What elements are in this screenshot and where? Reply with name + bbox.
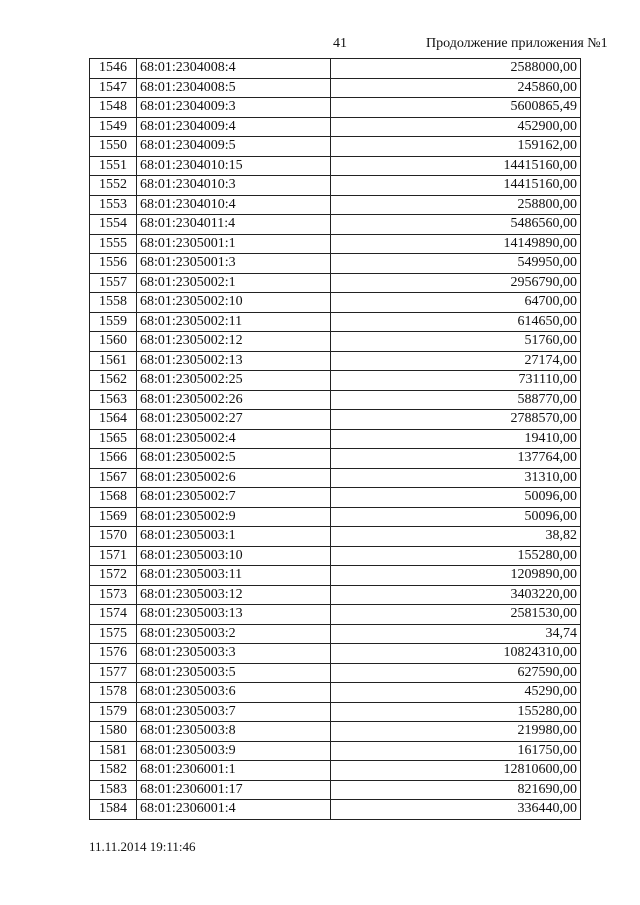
cadastral-number: 68:01:2305002:6 (137, 468, 331, 488)
row-number: 1551 (90, 156, 137, 176)
cadastral-value: 31310,00 (331, 468, 581, 488)
registry-table (89, 58, 581, 820)
table-row (90, 761, 581, 781)
row-number: 1583 (90, 780, 137, 800)
table-row (90, 195, 581, 215)
table-row (90, 702, 581, 722)
table-row (90, 351, 581, 371)
table-row (90, 468, 581, 488)
cadastral-number: 68:01:2305002:4 (137, 429, 331, 449)
row-number: 1580 (90, 722, 137, 742)
cadastral-value: 50096,00 (331, 488, 581, 508)
table-row (90, 741, 581, 761)
cadastral-number: 68:01:2305003:12 (137, 585, 331, 605)
table-row (90, 546, 581, 566)
cadastral-value: 155280,00 (331, 702, 581, 722)
row-number: 1578 (90, 683, 137, 703)
cadastral-number: 68:01:2305003:13 (137, 605, 331, 625)
row-number: 1560 (90, 332, 137, 352)
table-row (90, 800, 581, 820)
cadastral-number: 68:01:2305002:12 (137, 332, 331, 352)
cadastral-number: 68:01:2304011:4 (137, 215, 331, 235)
cadastral-number: 68:01:2304009:5 (137, 137, 331, 157)
cadastral-value: 14415160,00 (331, 156, 581, 176)
cadastral-number: 68:01:2304010:4 (137, 195, 331, 215)
cadastral-number: 68:01:2306001:17 (137, 780, 331, 800)
row-number: 1562 (90, 371, 137, 391)
cadastral-number: 68:01:2305003:1 (137, 527, 331, 547)
row-number: 1556 (90, 254, 137, 274)
cadastral-number: 68:01:2305002:26 (137, 390, 331, 410)
table-row (90, 234, 581, 254)
cadastral-value: 258800,00 (331, 195, 581, 215)
page-number: 41 (333, 36, 347, 51)
cadastral-value: 1209890,00 (331, 566, 581, 586)
row-number: 1569 (90, 507, 137, 527)
cadastral-number: 68:01:2304008:4 (137, 59, 331, 79)
row-number: 1546 (90, 59, 137, 79)
cadastral-value: 731110,00 (331, 371, 581, 391)
row-number: 1573 (90, 585, 137, 605)
cadastral-value: 821690,00 (331, 780, 581, 800)
table-row (90, 332, 581, 352)
cadastral-number: 68:01:2304009:3 (137, 98, 331, 118)
row-number: 1558 (90, 293, 137, 313)
row-number: 1570 (90, 527, 137, 547)
table-row (90, 507, 581, 527)
cadastral-value: 2956790,00 (331, 273, 581, 293)
row-number: 1555 (90, 234, 137, 254)
row-number: 1552 (90, 176, 137, 196)
table-row (90, 98, 581, 118)
table-row (90, 156, 581, 176)
row-number: 1553 (90, 195, 137, 215)
row-number: 1559 (90, 312, 137, 332)
cadastral-value: 14149890,00 (331, 234, 581, 254)
table-row (90, 215, 581, 235)
row-number: 1550 (90, 137, 137, 157)
cadastral-value: 155280,00 (331, 546, 581, 566)
cadastral-value: 219980,00 (331, 722, 581, 742)
table-row (90, 176, 581, 196)
cadastral-value: 14415160,00 (331, 176, 581, 196)
row-number: 1547 (90, 78, 137, 98)
row-number: 1548 (90, 98, 137, 118)
row-number: 1564 (90, 410, 137, 430)
table-row (90, 78, 581, 98)
row-number: 1575 (90, 624, 137, 644)
table-row (90, 780, 581, 800)
cadastral-value: 2581530,00 (331, 605, 581, 625)
cadastral-number: 68:01:2306001:4 (137, 800, 331, 820)
cadastral-value: 3403220,00 (331, 585, 581, 605)
table-row (90, 429, 581, 449)
cadastral-value: 5486560,00 (331, 215, 581, 235)
cadastral-value: 27174,00 (331, 351, 581, 371)
row-number: 1561 (90, 351, 137, 371)
row-number: 1568 (90, 488, 137, 508)
cadastral-value: 588770,00 (331, 390, 581, 410)
cadastral-value: 38,82 (331, 527, 581, 547)
row-number: 1549 (90, 117, 137, 137)
registry-body (90, 59, 581, 820)
cadastral-value: 12810600,00 (331, 761, 581, 781)
table-row (90, 644, 581, 664)
cadastral-number: 68:01:2304008:5 (137, 78, 331, 98)
cadastral-number: 68:01:2305003:7 (137, 702, 331, 722)
cadastral-number: 68:01:2305003:6 (137, 683, 331, 703)
cadastral-number: 68:01:2304009:4 (137, 117, 331, 137)
cadastral-number: 68:01:2305002:1 (137, 273, 331, 293)
table-row (90, 137, 581, 157)
cadastral-number: 68:01:2305002:7 (137, 488, 331, 508)
row-number: 1557 (90, 273, 137, 293)
row-number: 1554 (90, 215, 137, 235)
row-number: 1584 (90, 800, 137, 820)
cadastral-value: 627590,00 (331, 663, 581, 683)
cadastral-number: 68:01:2304010:15 (137, 156, 331, 176)
cadastral-number: 68:01:2304010:3 (137, 176, 331, 196)
cadastral-number: 68:01:2305002:5 (137, 449, 331, 469)
cadastral-number: 68:01:2305002:25 (137, 371, 331, 391)
table-row (90, 390, 581, 410)
cadastral-number: 68:01:2306001:1 (137, 761, 331, 781)
table-row (90, 663, 581, 683)
cadastral-number: 68:01:2305002:10 (137, 293, 331, 313)
cadastral-value: 34,74 (331, 624, 581, 644)
cadastral-number: 68:01:2305003:10 (137, 546, 331, 566)
cadastral-number: 68:01:2305002:27 (137, 410, 331, 430)
row-number: 1577 (90, 663, 137, 683)
cadastral-value: 19410,00 (331, 429, 581, 449)
table-row (90, 585, 581, 605)
cadastral-value: 45290,00 (331, 683, 581, 703)
continuation-label: Продолжение приложения №1 (426, 36, 608, 51)
table-row (90, 605, 581, 625)
table-row (90, 449, 581, 469)
table-row (90, 410, 581, 430)
table-row (90, 273, 581, 293)
table-row (90, 683, 581, 703)
row-number: 1574 (90, 605, 137, 625)
cadastral-number: 68:01:2305003:5 (137, 663, 331, 683)
table-row (90, 488, 581, 508)
cadastral-value: 64700,00 (331, 293, 581, 313)
table-row (90, 527, 581, 547)
cadastral-value: 614650,00 (331, 312, 581, 332)
row-number: 1563 (90, 390, 137, 410)
print-timestamp: 11.11.2014 19:11:46 (89, 839, 196, 854)
cadastral-number: 68:01:2305003:8 (137, 722, 331, 742)
cadastral-value: 336440,00 (331, 800, 581, 820)
cadastral-value: 5600865,49 (331, 98, 581, 118)
cadastral-number: 68:01:2305003:3 (137, 644, 331, 664)
cadastral-value: 245860,00 (331, 78, 581, 98)
table-row (90, 371, 581, 391)
cadastral-number: 68:01:2305003:2 (137, 624, 331, 644)
row-number: 1567 (90, 468, 137, 488)
cadastral-value: 50096,00 (331, 507, 581, 527)
row-number: 1582 (90, 761, 137, 781)
cadastral-number: 68:01:2305002:11 (137, 312, 331, 332)
cadastral-number: 68:01:2305001:1 (137, 234, 331, 254)
cadastral-value: 2788570,00 (331, 410, 581, 430)
table-row (90, 624, 581, 644)
table-row (90, 722, 581, 742)
table-row (90, 312, 581, 332)
cadastral-number: 68:01:2305001:3 (137, 254, 331, 274)
cadastral-value: 159162,00 (331, 137, 581, 157)
cadastral-value: 137764,00 (331, 449, 581, 469)
row-number: 1579 (90, 702, 137, 722)
row-number: 1566 (90, 449, 137, 469)
cadastral-number: 68:01:2305003:11 (137, 566, 331, 586)
cadastral-value: 51760,00 (331, 332, 581, 352)
table-row (90, 293, 581, 313)
table-row (90, 566, 581, 586)
cadastral-value: 549950,00 (331, 254, 581, 274)
row-number: 1571 (90, 546, 137, 566)
cadastral-value: 2588000,00 (331, 59, 581, 79)
row-number: 1576 (90, 644, 137, 664)
row-number: 1572 (90, 566, 137, 586)
cadastral-value: 452900,00 (331, 117, 581, 137)
cadastral-number: 68:01:2305002:13 (137, 351, 331, 371)
cadastral-value: 161750,00 (331, 741, 581, 761)
table-row (90, 254, 581, 274)
table-row (90, 59, 581, 79)
table-row (90, 117, 581, 137)
row-number: 1581 (90, 741, 137, 761)
cadastral-number: 68:01:2305003:9 (137, 741, 331, 761)
cadastral-value: 10824310,00 (331, 644, 581, 664)
cadastral-number: 68:01:2305002:9 (137, 507, 331, 527)
row-number: 1565 (90, 429, 137, 449)
